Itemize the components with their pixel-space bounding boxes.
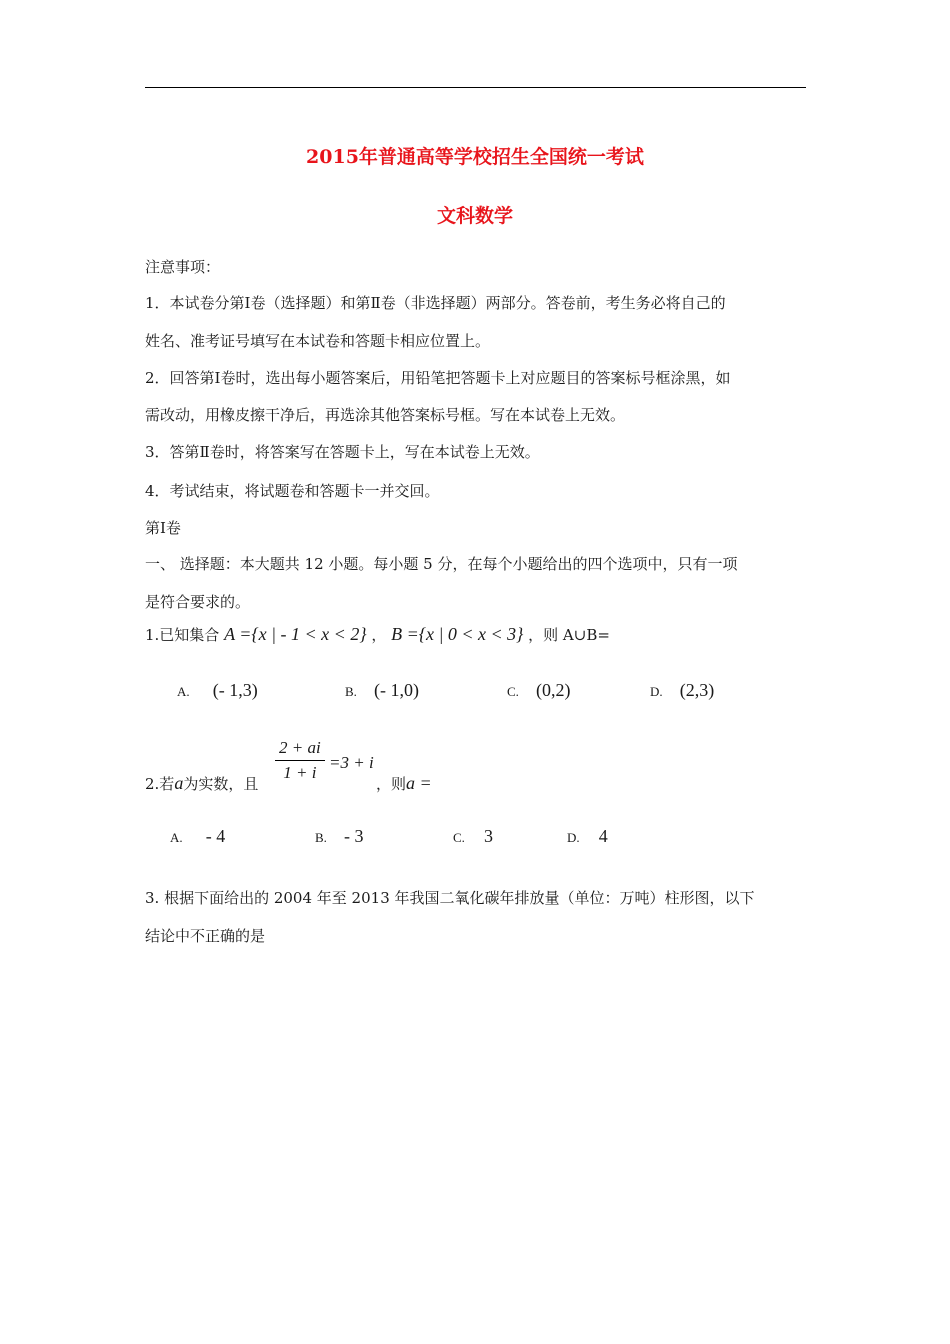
option-label: B.: [315, 830, 327, 845]
option-value: (- 1,0): [374, 680, 419, 700]
q1-set-b: B ={x | 0 < x < 3}: [391, 624, 524, 644]
q2-option-a: [170, 826, 225, 847]
q2-option-b: [315, 826, 364, 847]
option-label: C.: [453, 830, 465, 845]
q2-prefix: 2.若: [145, 775, 175, 793]
q2-mid: 为实数，且: [183, 775, 259, 793]
q1-prefix: 1.已知集合: [145, 626, 220, 644]
notes-heading: 注意事项：: [145, 258, 221, 276]
part-heading: 第Ⅰ卷: [145, 519, 181, 537]
question-3: 3. 根据下面给出的 2004 年至 2013 年我国二氧化碳年排放量（单位：万吨）柱形图，以下: [145, 889, 755, 907]
section-intro: 一、 选择题：本大题共 12 小题。每小题 5 分，在每个小题给出的四个选项中，只有一项: [145, 555, 738, 573]
note-line: 1．本试卷分第Ⅰ卷（选择题）和第Ⅱ卷（非选择题）两部分。答卷前，考生务必将自己的: [145, 294, 726, 312]
q1-set-a: A ={x | - 1 < x < 2}: [224, 624, 367, 644]
option-label: A.: [170, 830, 183, 845]
header-rule: [145, 87, 806, 88]
q2-fraction: [275, 738, 325, 783]
section-intro: 是符合要求的。: [145, 593, 251, 611]
q2-denominator: 1 + i: [283, 763, 317, 782]
q2-rhs: =3 + i: [329, 753, 374, 772]
q2-suffix-group: [376, 773, 432, 794]
option-label: C.: [507, 684, 519, 699]
note-line: 3．答第Ⅱ卷时，将答案写在答题卡上，写在本试卷上无效。: [145, 443, 540, 461]
option-value: (0,2): [536, 680, 571, 700]
exam-subtitle: 文科数学: [436, 205, 513, 227]
note-line: 需改动，用橡皮擦干净后，再选涂其他答案标号框。写在本试卷上无效。: [145, 406, 626, 424]
option-label: B.: [345, 684, 357, 699]
q1-option-b: [345, 680, 419, 701]
exam-title: 2015年普通高等学校招生全国统一考试: [306, 146, 644, 168]
option-value: 3: [484, 826, 494, 846]
note-line: 2．回答第Ⅰ卷时，选出每小题答案后，用铅笔把答题卡上对应题目的答案标号框涂黑，如: [145, 369, 731, 387]
q1-option-a: [177, 680, 258, 701]
q2-var: a: [174, 773, 184, 793]
q1-comma: ，: [371, 626, 387, 644]
question-3-cont: 结论中不正确的是: [145, 927, 266, 945]
q2-option-d: [567, 826, 608, 847]
option-value: (2,3): [679, 680, 715, 700]
option-label: D.: [650, 684, 663, 699]
option-value: 4: [598, 826, 608, 846]
question-1: [145, 624, 610, 645]
q1-option-c: [507, 680, 571, 701]
q2-numerator: 2 + ai: [279, 738, 321, 757]
fraction-bar: [275, 760, 325, 761]
note-line: 姓名、准考证号填写在本试卷和答题卡相应位置上。: [145, 332, 491, 350]
option-value: - 3: [344, 826, 364, 846]
note-line: 4．考试结束，将试题卷和答题卡一并交回。: [145, 482, 440, 500]
q2-option-c: [453, 826, 493, 847]
option-value: - 4: [205, 826, 226, 846]
option-value: (- 1,3): [212, 680, 258, 700]
q2-suffix: ，则: [376, 775, 407, 793]
q1-suffix: ，则 A∪B=: [528, 626, 610, 644]
question-2: [145, 773, 258, 794]
option-label: D.: [567, 830, 580, 845]
q2-tail: a =: [406, 773, 432, 793]
option-label: A.: [177, 684, 190, 699]
q1-option-d: [650, 680, 714, 701]
